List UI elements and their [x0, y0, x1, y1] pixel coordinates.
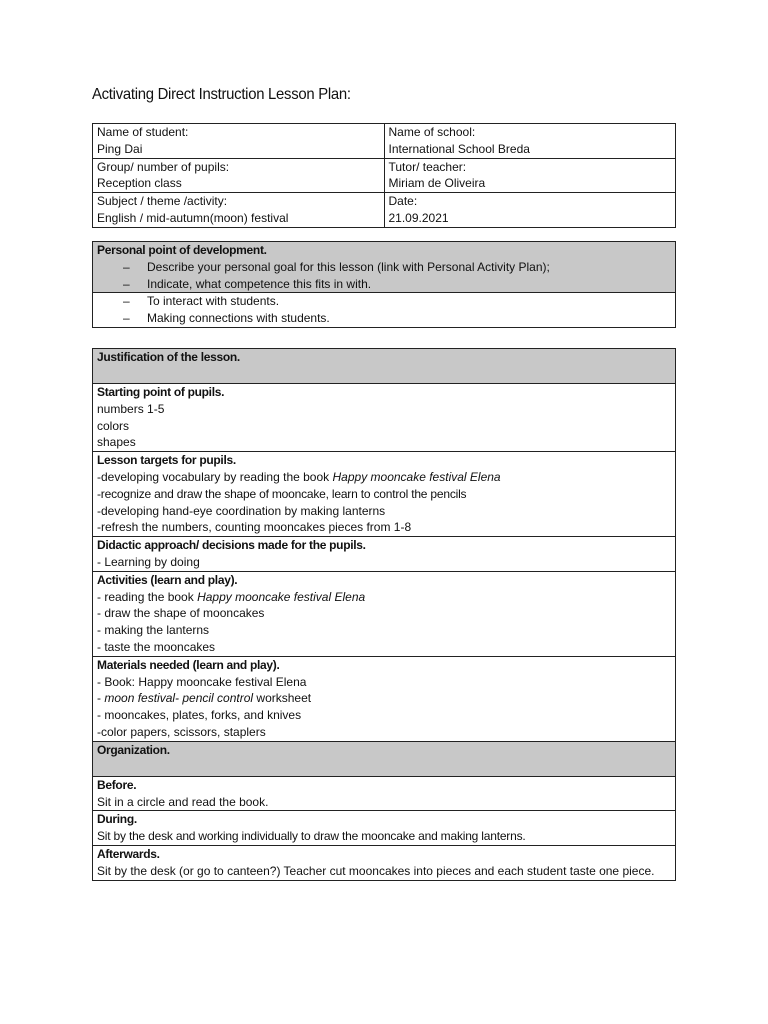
book-title: Happy mooncake festival Elena — [332, 469, 501, 484]
group-cell — [93, 158, 385, 193]
activity-text: - reading the book — [97, 589, 198, 604]
subject-value: English / mid-autumn(moon) festival — [97, 210, 289, 225]
activity-item: - taste the mooncakes — [97, 639, 216, 654]
tutor-cell — [384, 158, 676, 193]
material-text: - — [97, 691, 105, 706]
material-item: - Book: Happy mooncake festival Elena — [97, 674, 307, 689]
materials-cell — [93, 656, 676, 741]
target-item — [97, 469, 671, 486]
development-answer-cell — [93, 293, 676, 328]
activities-heading: Activities (learn and play). — [97, 572, 238, 587]
tutor-label: Tutor/ teacher: — [388, 159, 467, 174]
target-item: -developing hand-eye coordination by making lanterns — [97, 503, 386, 518]
school-cell — [384, 124, 676, 159]
material-item: -color papers, scissors, staplers — [97, 724, 266, 739]
didactic-cell — [93, 537, 676, 572]
date-value: 21.09.2021 — [388, 210, 449, 225]
lesson-table — [92, 348, 676, 881]
activity-item: - draw the shape of mooncakes — [97, 606, 265, 621]
targets-cell — [93, 452, 676, 537]
development-prompt: – Indicate, what competence this fits in with. — [123, 276, 671, 293]
worksheet-title: moon festival- pencil control — [104, 691, 254, 706]
development-prompt: – Describe your personal goal for this lesson (link with Personal Activity Plan); — [123, 259, 671, 276]
activity-item: - making the lanterns — [97, 623, 210, 638]
subject-label: Subject / theme /activity: — [97, 194, 228, 209]
group-value: Reception class — [97, 176, 182, 191]
materials-heading: Materials needed (learn and play). — [97, 657, 280, 672]
during-text: Sit by the desk and working individually to draw the mooncake and making lanterns. — [97, 829, 526, 844]
development-header-cell — [93, 242, 676, 293]
development-answers — [97, 293, 671, 327]
during-cell — [93, 811, 676, 846]
target-text: -developing vocabulary by reading the book — [97, 469, 333, 484]
student-cell — [93, 124, 385, 159]
school-label: Name of school: — [388, 125, 476, 139]
organization-cell — [93, 741, 676, 776]
group-label: Group/ number of pupils: — [97, 159, 230, 174]
target-item: -recognize and draw the shape of mooncake, learn to control the pencils — [97, 486, 467, 501]
starting-point-item: shapes — [97, 435, 136, 450]
development-answer: – Making connections with students. — [123, 310, 671, 327]
starting-point-cell — [93, 384, 676, 452]
material-text: worksheet — [253, 691, 312, 706]
development-heading: Personal point of development. — [97, 243, 267, 257]
starting-point-heading: Starting point of pupils. — [97, 385, 225, 399]
school-value: International School Breda — [388, 141, 530, 156]
student-value: Ping Dai — [97, 141, 143, 156]
page-title: Activating Direct Instruction Lesson Plan: — [92, 86, 351, 103]
activity-item — [97, 589, 671, 606]
tutor-value: Miriam de Oliveira — [388, 176, 486, 191]
development-answer: – To interact with students. — [123, 293, 671, 310]
didactic-item: - Learning by doing — [97, 554, 200, 569]
development-table — [92, 241, 676, 328]
material-item — [97, 690, 671, 707]
material-item: - mooncakes, plates, forks, and knives — [97, 708, 302, 723]
justification-cell — [93, 349, 676, 384]
target-item: -refresh the numbers, counting mooncakes pieces from 1-8 — [97, 520, 412, 535]
student-label: Name of student: — [97, 125, 189, 139]
organization-heading: Organization. — [97, 742, 170, 757]
activities-cell — [93, 571, 676, 656]
didactic-heading: Didactic approach/ decisions made for the pupils. — [97, 538, 366, 553]
before-heading: Before. — [97, 777, 137, 792]
starting-point-item: numbers 1-5 — [97, 401, 165, 416]
date-cell — [384, 193, 676, 228]
info-table — [92, 123, 676, 228]
afterwards-heading: Afterwards. — [97, 846, 160, 861]
starting-point-item: colors — [97, 418, 130, 433]
before-text: Sit in a circle and read the book. — [97, 794, 269, 809]
during-heading: During. — [97, 812, 137, 827]
development-prompts — [97, 259, 671, 293]
targets-heading: Lesson targets for pupils. — [97, 453, 236, 468]
afterwards-cell — [93, 845, 676, 880]
justification-heading: Justification of the lesson. — [97, 350, 240, 364]
book-title: Happy mooncake festival Elena — [197, 589, 366, 604]
date-label: Date: — [388, 194, 418, 209]
before-cell — [93, 776, 676, 811]
afterwards-text: Sit by the desk (or go to canteen?) Teacher cut mooncakes into pieces and each student taste one piece. — [97, 863, 655, 878]
subject-cell — [93, 193, 385, 228]
